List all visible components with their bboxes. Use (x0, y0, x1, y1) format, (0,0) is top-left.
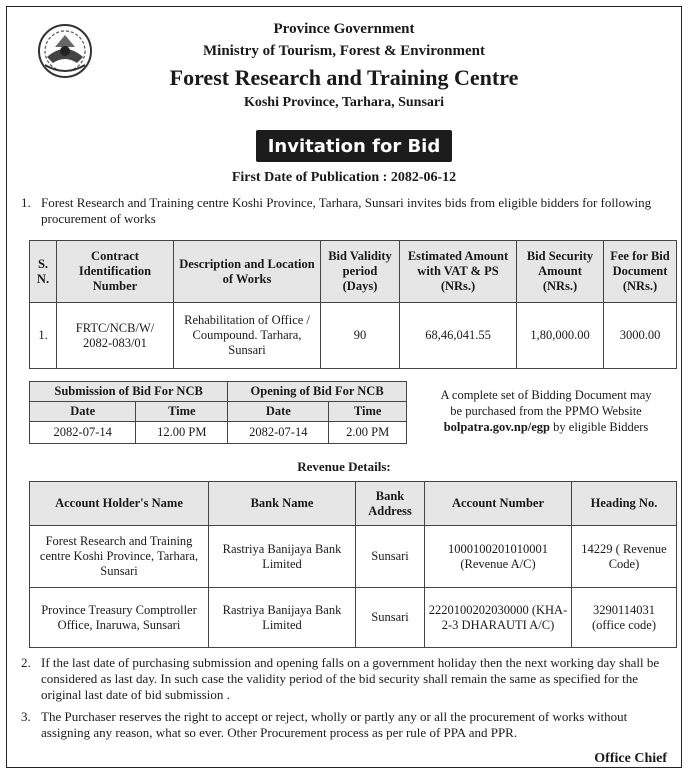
paragraph-text: Forest Research and Training centre Koshi Province, Tarhara, Sunsari invites bids from eligible bidders for following procurement of works (41, 195, 652, 226)
table-row (30, 588, 677, 648)
table-cell: 1000100201010001 (Revenue A/C) (425, 526, 572, 588)
publication-date: First Date of Publication : 2082-06-12 (231, 170, 457, 185)
works-table (29, 240, 677, 369)
organization-title: Forest Research and Training Centre (169, 65, 519, 90)
column-header: Time (136, 402, 228, 422)
paragraph-number: 3. (21, 709, 31, 724)
revenue-table (29, 481, 677, 648)
column-header: Bid Validity period (Days) (321, 241, 400, 303)
notice-page (6, 6, 682, 768)
submission-time: 12.00 PM (136, 422, 228, 444)
paragraph-text: The Purchaser reserves the right to accept or reject, wholly or partly any or all the procurement of works without assigning any reason, what so ever. Other Procurement process as per rule of PPA and PPR. (41, 709, 628, 740)
table-cell: 68,46,041.55 (400, 303, 517, 369)
table-cell: 14229 ( Revenue Code) (572, 526, 677, 588)
table-cell: 1. (30, 303, 57, 369)
table-cell: 3000.00 (604, 303, 677, 369)
column-header: Date (30, 402, 136, 422)
table-cell: Province Treasury Comptroller Office, Inaruwa, Sunsari (30, 588, 209, 648)
column-header: Description and Location of Works (174, 241, 321, 303)
table-row (30, 303, 677, 369)
column-header: Contract Identification Number (57, 241, 174, 303)
table-cell: Rastriya Banijaya Bank Limited (209, 588, 356, 648)
table-cell: 3290114031 (office code) (572, 588, 677, 648)
column-header: Time (329, 402, 407, 422)
column-header: Fee for Bid Document (NRs.) (604, 241, 677, 303)
website-link[interactable]: bolpatra.gov.np/egp (443, 420, 551, 434)
paragraph-2 (21, 655, 669, 703)
opening-header: Opening of Bid For NCB (228, 382, 407, 402)
note-line: be purchased from the PPMO Website (450, 404, 642, 418)
table-cell: Rastriya Banijaya Bank Limited (209, 526, 356, 588)
table-cell: Sunsari (356, 526, 425, 588)
column-header: Bank Name (209, 482, 356, 526)
bidding-document-note (415, 387, 677, 435)
table-header-row (30, 482, 677, 526)
column-header: Bank Address (356, 482, 425, 526)
table-header-row (30, 241, 677, 303)
paragraph-number: 1. (21, 195, 31, 210)
organization-address: Koshi Province, Tarhara, Sunsari (243, 95, 445, 110)
column-header: Heading No. (572, 482, 677, 526)
paragraph-text: If the last date of purchasing submission and opening falls on a government holiday then the next working day shall be considered as last day. In such case the validity period of the bid security shall remain the same as specified for the original last date of bid submission . (41, 655, 660, 702)
opening-time: 2.00 PM (329, 422, 407, 444)
table-cell: FRTC/NCB/W/ 2082-083/01 (57, 303, 174, 369)
table-cell: Sunsari (356, 588, 425, 648)
government-line: Province Government (273, 21, 415, 37)
opening-date: 2082-07-14 (228, 422, 329, 444)
table-cell: 1,80,000.00 (517, 303, 604, 369)
note-line: by eligible Bidders (550, 420, 649, 434)
note-line: A complete set of Bidding Document may (440, 388, 652, 402)
table-header-row (30, 382, 407, 402)
paragraph-3 (21, 709, 669, 741)
ministry-line: Ministry of Tourism, Forest & Environment (203, 43, 485, 59)
table-row (30, 526, 677, 588)
paragraph-number: 2. (21, 655, 31, 670)
table-cell: Forest Research and Training centre Koshi Province, Tarhara, Sunsari (30, 526, 209, 588)
column-header: Account Holder's Name (30, 482, 209, 526)
column-header: Bid Security Amount (NRs.) (517, 241, 604, 303)
invitation-banner: Invitation for Bid (256, 130, 452, 162)
table-row (30, 422, 407, 444)
column-header: Account Number (425, 482, 572, 526)
column-header: Date (228, 402, 329, 422)
bid-schedule-table (29, 381, 407, 444)
column-header: S. N. (30, 241, 57, 303)
submission-date: 2082-07-14 (30, 422, 136, 444)
signature: Office Chief (594, 751, 667, 766)
revenue-title: Revenue Details: (297, 459, 391, 474)
paragraph-1 (21, 195, 669, 227)
submission-header: Submission of Bid For NCB (30, 382, 228, 402)
table-cell: 90 (321, 303, 400, 369)
column-header: Estimated Amount with VAT & PS (NRs.) (400, 241, 517, 303)
table-cell: Rehabilitation of Office / Coumpound. Tarhara, Sunsari (174, 303, 321, 369)
table-header-row (30, 402, 407, 422)
table-cell: 2220100202030000 (KHA-2-3 DHARAUTI A/C) (425, 588, 572, 648)
